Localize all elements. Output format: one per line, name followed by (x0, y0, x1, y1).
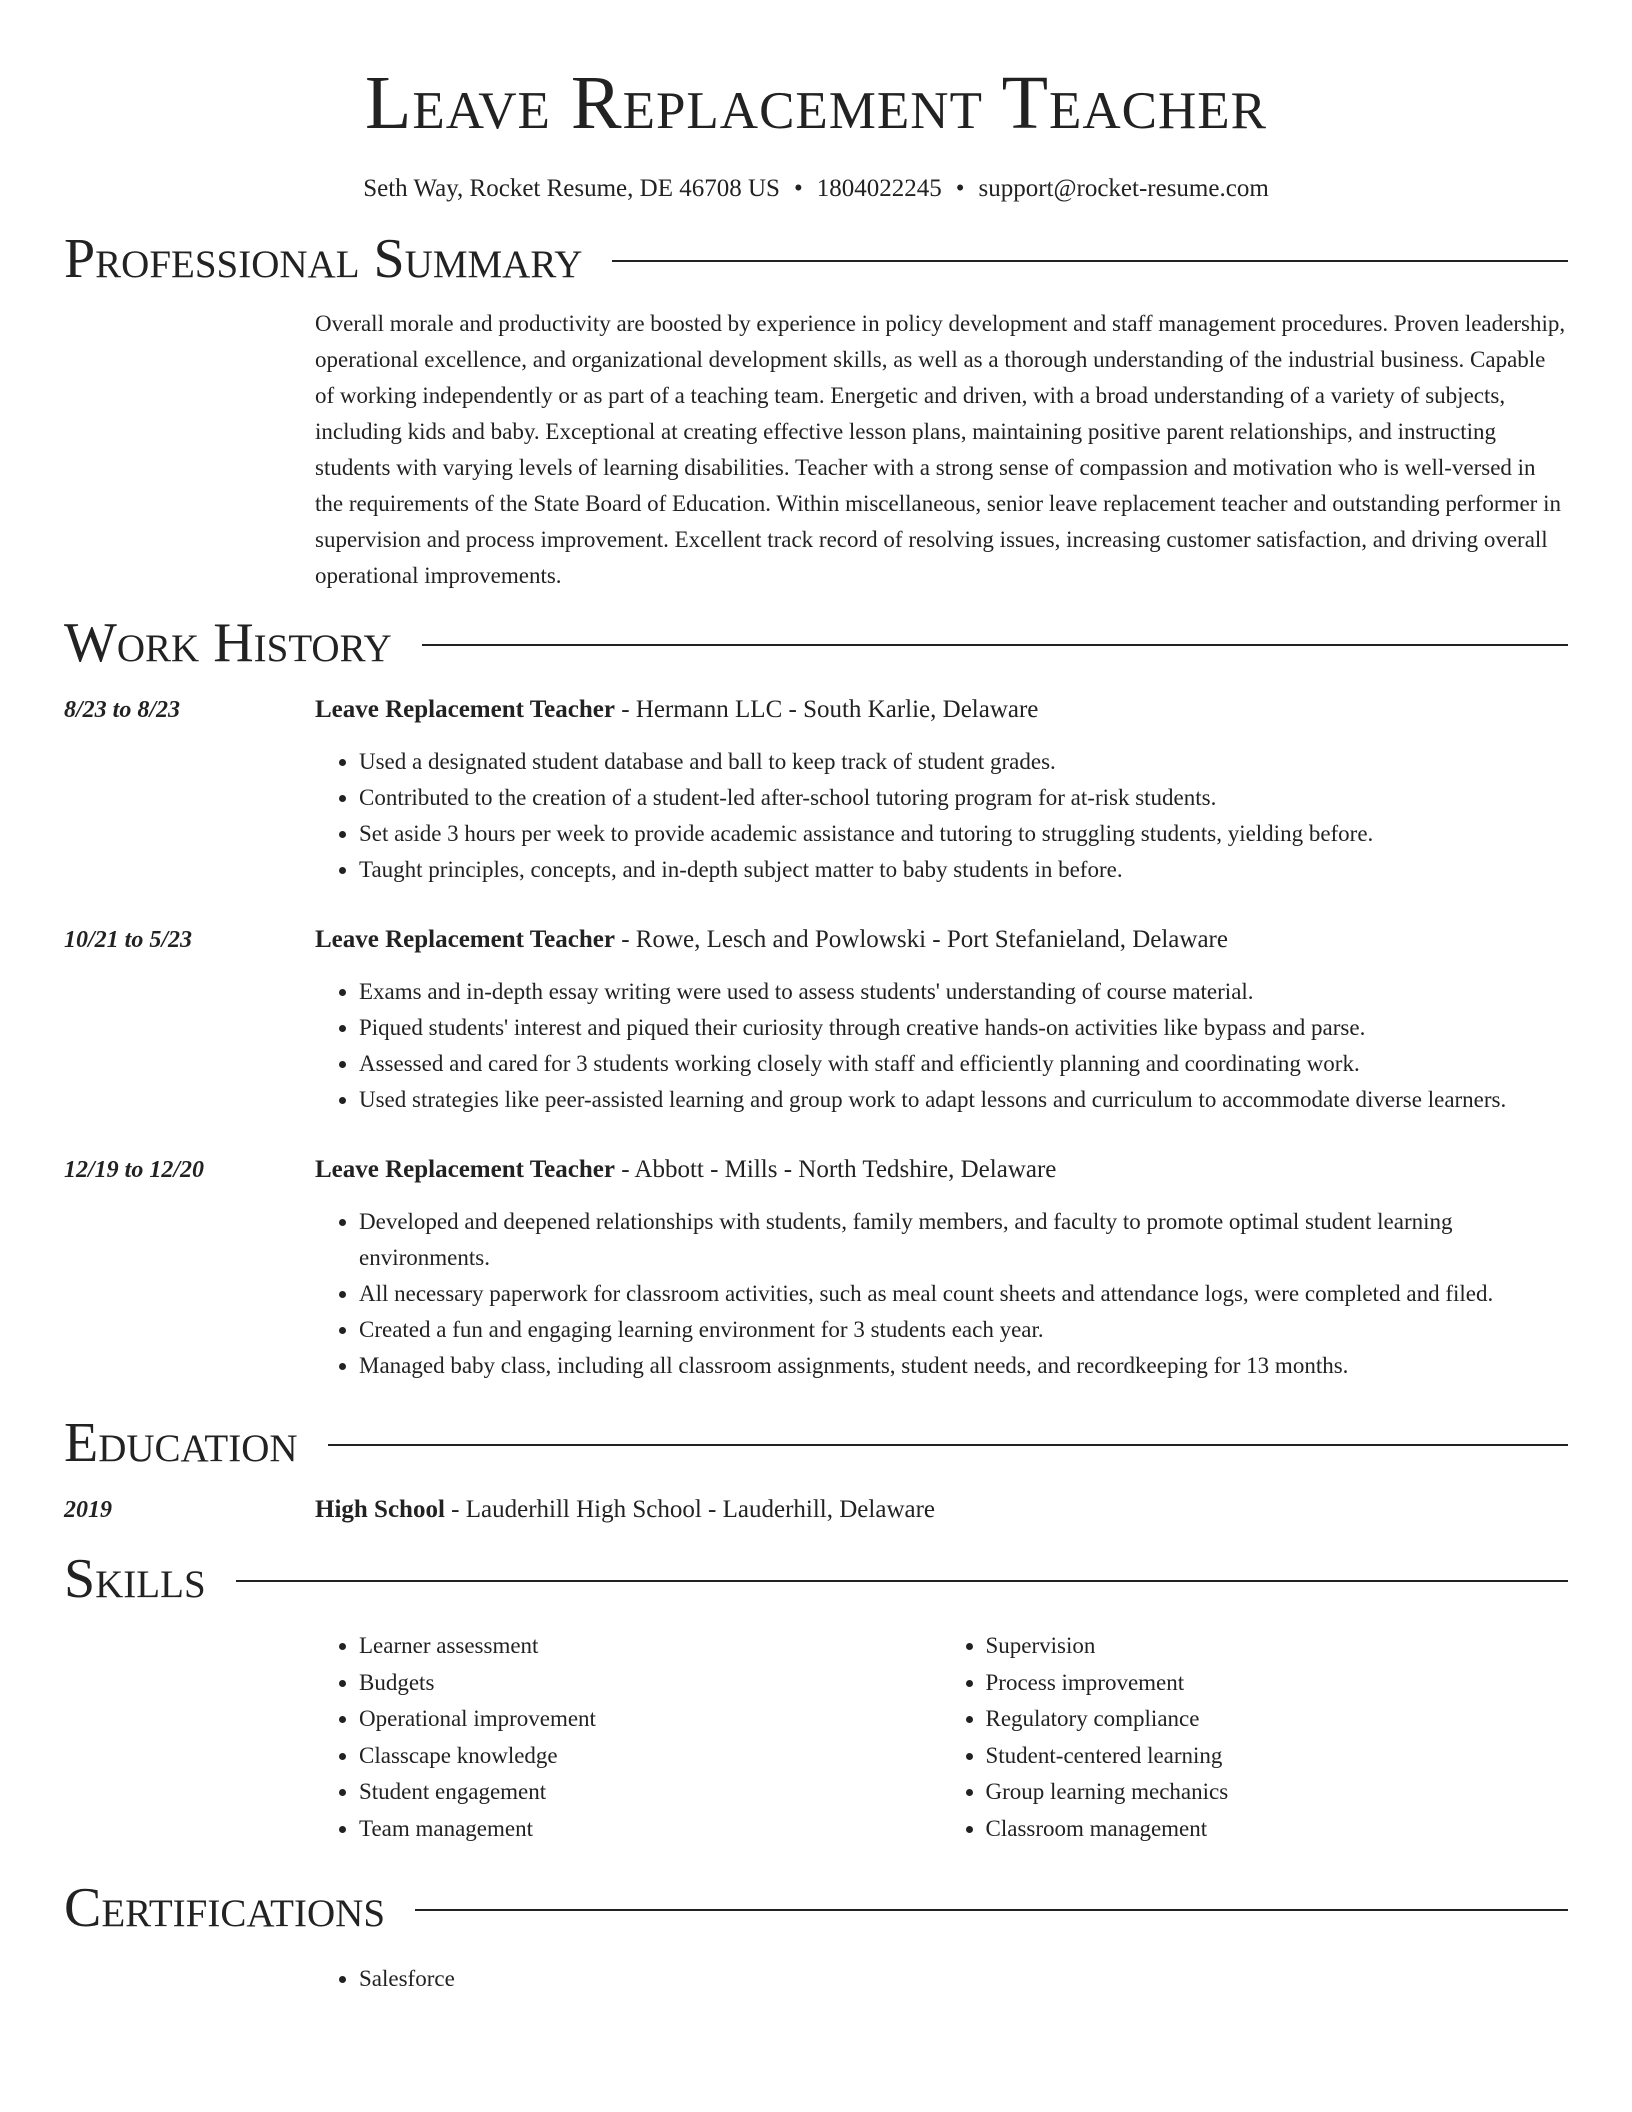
job-entry (64, 1152, 1568, 1384)
job-entry (64, 922, 1568, 1118)
list-item: • All necessary paperwork for classroom activities, such as meal count sheets and attendance logs, were completed and filed. (359, 1276, 1568, 1312)
job-bullets (315, 1204, 1568, 1384)
job-title: Leave Replacement Teacher (315, 1156, 615, 1183)
list-item: • Managed baby class, including all classroom assignments, student needs, and recordkeeping for 13 months. (359, 1348, 1568, 1384)
education-details: - Lauderhill High School - Lauderhill, Delaware (444, 1496, 936, 1523)
list-item: • Regulatory compliance (986, 1701, 1569, 1738)
contact-address: Seth Way, Rocket Resume, DE 46708 US (363, 175, 780, 202)
list-item: • Classroom management (986, 1811, 1569, 1848)
summary-text: Overall morale and productivity are boosted by experience in policy development and staff management procedures. Proven leadership, operational excellence, and organizational development skills, as well as a thorough understanding of the industrial business. Capable of working independently or as part of a teaching team. Energetic and driven, with a broad understanding of a variety of subjects, including kids and baby. Exceptional at creating effective lesson plans, maintaining positive parent relationships, and instructing students with varying levels of learning disabilities. Teacher with a strong sense of compassion and motivation who is well-versed in the requirements of the State Board of Education. Within miscellaneous, senior leave replacement teacher and outstanding performer in supervision and process improvement. Excellent track record of resolving issues, increasing customer satisfaction, and driving overall operational improvements. (315, 311, 1566, 588)
list-item: • Learner assessment (359, 1628, 942, 1665)
list-item: • Student-centered learning (986, 1738, 1569, 1775)
list-item: • Classcape knowledge (359, 1738, 942, 1775)
section-title-certifications: Certifications (64, 1877, 386, 1939)
list-item: • Developed and deepened relationships with students, family members, and faculty to promote optimal student learning environments. (359, 1204, 1568, 1276)
list-item: • Operational improvement (359, 1701, 942, 1738)
section-title-summary: Professional Summary (64, 228, 583, 290)
list-item: • Created a fun and engaging learning environment for 3 students each year. (359, 1312, 1568, 1348)
job-dates: 12/19 to 12/20 (64, 1157, 205, 1183)
list-item: • Salesforce (359, 1961, 1568, 1997)
job-dates: 10/21 to 5/23 (64, 927, 193, 953)
education-entry (64, 1492, 1568, 1528)
job-headline (315, 922, 1568, 958)
resume-title: Leave Replacement Teacher (364, 61, 1267, 145)
job-entry (64, 692, 1568, 888)
education-year: 2019 (64, 1497, 112, 1523)
job-headline (315, 1152, 1568, 1188)
job-details: - Hermann LLC - South Karlie, Delaware (614, 696, 1039, 723)
list-item: • Contributed to the creation of a student-led after-school tutoring program for at-risk students. (359, 780, 1568, 816)
education-section-header (64, 1408, 1568, 1478)
skills-list (315, 1628, 1568, 1847)
skills-column-right (942, 1628, 1569, 1847)
contact-separator: • (793, 175, 803, 202)
list-item: • Piqued students' interest and piqued their curiosity through creative hands-on activities like bypass and parse. (359, 1010, 1568, 1046)
job-bullets (315, 744, 1568, 888)
section-title-work: Work History (64, 612, 392, 674)
section-title-education: Education (64, 1412, 298, 1474)
list-item: • Supervision (986, 1628, 1569, 1665)
job-headline (315, 692, 1568, 728)
list-item: • Student engagement (359, 1774, 942, 1811)
list-item: • Taught principles, concepts, and in-depth subject matter to baby students in before. (359, 852, 1568, 888)
list-item: • Assessed and cared for 3 students working closely with staff and efficiently planning and coordinating work. (359, 1046, 1568, 1082)
certifications-section-header (64, 1873, 1568, 1943)
contact-phone: 1804022245 (816, 175, 942, 202)
list-item: • Team management (359, 1811, 942, 1848)
list-item: • Used strategies like peer-assisted learning and group work to adapt lessons and curriculum to accommodate diverse learners. (359, 1082, 1568, 1118)
skills-column-left (315, 1628, 942, 1847)
job-details: - Rowe, Lesch and Powlowski - Port Stefanieland, Delaware (614, 926, 1228, 953)
job-bullets (315, 974, 1568, 1118)
list-item: • Used a designated student database and ball to keep track of student grades. (359, 744, 1568, 780)
list-item: • Exams and in-depth essay writing were used to assess students' understanding of course material. (359, 974, 1568, 1010)
certifications-list (315, 1961, 1568, 1997)
contact-line (64, 172, 1568, 206)
section-divider (612, 260, 1568, 262)
summary-section-header (64, 224, 1568, 294)
section-divider (328, 1444, 1568, 1446)
contact-email: support@rocket-resume.com (978, 175, 1269, 202)
education-degree: High School (315, 1496, 445, 1523)
job-title: Leave Replacement Teacher (315, 926, 615, 953)
section-divider (236, 1580, 1568, 1582)
list-item: • Group learning mechanics (986, 1774, 1569, 1811)
list-item: • Set aside 3 hours per week to provide academic assistance and tutoring to struggling students, yielding before. (359, 816, 1568, 852)
list-item: • Process improvement (986, 1665, 1569, 1702)
job-title: Leave Replacement Teacher (315, 696, 615, 723)
section-divider (415, 1909, 1568, 1911)
list-item: • Budgets (359, 1665, 942, 1702)
section-title-skills: Skills (64, 1548, 206, 1610)
section-divider (422, 644, 1568, 646)
work-section-header (64, 608, 1568, 678)
skills-section-header (64, 1544, 1568, 1614)
education-headline (315, 1492, 1568, 1528)
job-dates: 8/23 to 8/23 (64, 697, 181, 723)
contact-separator: • (955, 175, 965, 202)
job-details: - Abbott - Mills - North Tedshire, Delaware (614, 1156, 1057, 1183)
